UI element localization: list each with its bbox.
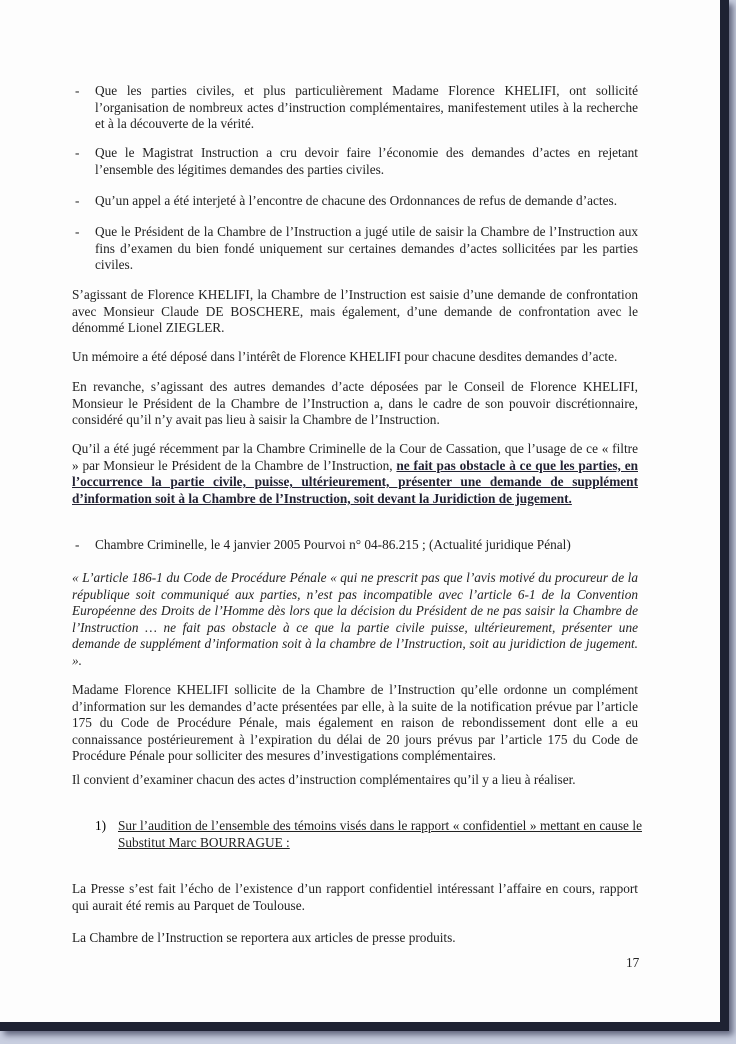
- bullet-marker: -: [75, 537, 80, 552]
- page-number: 17: [626, 955, 640, 970]
- bullet-item: Que le Magistrat Instruction a cru devoir faire l’économie des demandes d’actes en rejetant l’ensemble des légitimes demandes des parties civiles.: [95, 145, 638, 177]
- bullet-item: Que les parties civiles, et plus particulièrement Madame Florence KHELIFI, ont sollicité l’organisation de nombreux actes d’instruction complémentaires, manifestement utiles à la recherche et à la découverte de la vérité.: [95, 83, 638, 132]
- bullet-marker: -: [75, 224, 80, 239]
- quotation: « L’article 186-1 du Code de Procédure Pénale « qui ne prescrit pas que l’avis motivé du procureur de la république soit communiqué aux parties, n’est pas incompatible avec l’article 6-1 de la Convention Européenne des Droits de l’Homme dès lors que la décision du Président de ne pas saisir la Chambre de l’Instruction … ne fait pas obstacle à ce que la partie civile puisse, ultérieurement, présenter une demande de supplément d’information soit à la chambre de l’Instruction, soit au juridiction de jugement. ».: [72, 570, 638, 668]
- paragraph: La Presse s’est fait l’écho de l’existence d’un rapport confidentiel intéressant l’affaire en cours, rapport qui aurait été remis au Parquet de Toulouse.: [72, 881, 638, 913]
- paragraph: S’agissant de Florence KHELIFI, la Chambre de l’Instruction est saisie d’une demande de confrontation avec Monsieur Claude DE BOSCHERE, mais également, d’une demande de confrontation avec le dénommé Lionel ZIEGLER.: [72, 287, 638, 336]
- bullet-item: Que le Président de la Chambre de l’Instruction a jugé utile de saisir la Chambre de l’Instruction aux fins d’examen du bien fondé uniquement sur certaines demandes d’actes sollicitées par les parties civiles.: [95, 224, 638, 273]
- emphasized-text: ne fait pas obstacle à ce que les parties, en l’occurrence la partie civile, puisse, ultérieurement, présenter une demande de supplément d’information soit à la Chambre de l’Instruction, soit devant la Juridiction de jugement.: [72, 457, 638, 506]
- paragraph: Il convient d’examiner chacun des actes d’instruction complémentaires qu’il y a lieu à réaliser.: [72, 772, 576, 787]
- section-heading: Sur l’audition de l’ensemble des témoins visés dans le rapport « confidentiel » mettant en cause le Substitut Marc BOURRAGUE :: [118, 818, 642, 850]
- citation: Chambre Criminelle, le 4 janvier 2005 Pourvoi n° 04-86.215 ; (Actualité juridique Pénal): [95, 537, 571, 552]
- bullet-marker: -: [75, 83, 80, 98]
- paragraph: Un mémoire a été déposé dans l’intérêt de Florence KHELIFI pour chacune desdites demandes d’acte.: [72, 349, 618, 364]
- paragraph: En revanche, s’agissant des autres demandes d’acte déposées par le Conseil de Florence KHELIFI, Monsieur le Président de la Chambre de l’Instruction a, dans le cadre de son pouvoir discrétionnaire, considéré qu’il n’y avait pas lieu à saisir la Chambre de l’Instruction.: [72, 379, 638, 428]
- paragraph-jurisprudence: [72, 441, 638, 507]
- bullet-marker: -: [75, 145, 80, 160]
- paragraph: Madame Florence KHELIFI sollicite de la Chambre de l’Instruction qu’elle ordonne un complément d’information sur les demandes d’acte présentées par elle, à la suite de la notification prévue par l’article 175 du Code de Procédure Pénale, mais également en raison de rebondissement dont elle a eu connaissance postérieurement à l’expiration du délai de 20 jours prévus par l’article 175 du Code de Procédure Pénale pour solliciter des mesures d’investigations complémentaires.: [72, 682, 638, 764]
- paragraph-text: Qu’il a été jugé récemment par la Chambre Criminelle de la Cour de Cassation, que l’usage de ce « filtre » par Monsieur le Président de la Chambre de l’Instruction,: [72, 441, 638, 473]
- bullet-item: Qu’un appel a été interjeté à l’encontre de chacune des Ordonnances de refus de demande d’actes.: [95, 193, 618, 208]
- bullet-marker: -: [75, 193, 80, 208]
- section-number: 1): [95, 818, 107, 833]
- paragraph: La Chambre de l’Instruction se reportera aux articles de presse produits.: [72, 930, 456, 945]
